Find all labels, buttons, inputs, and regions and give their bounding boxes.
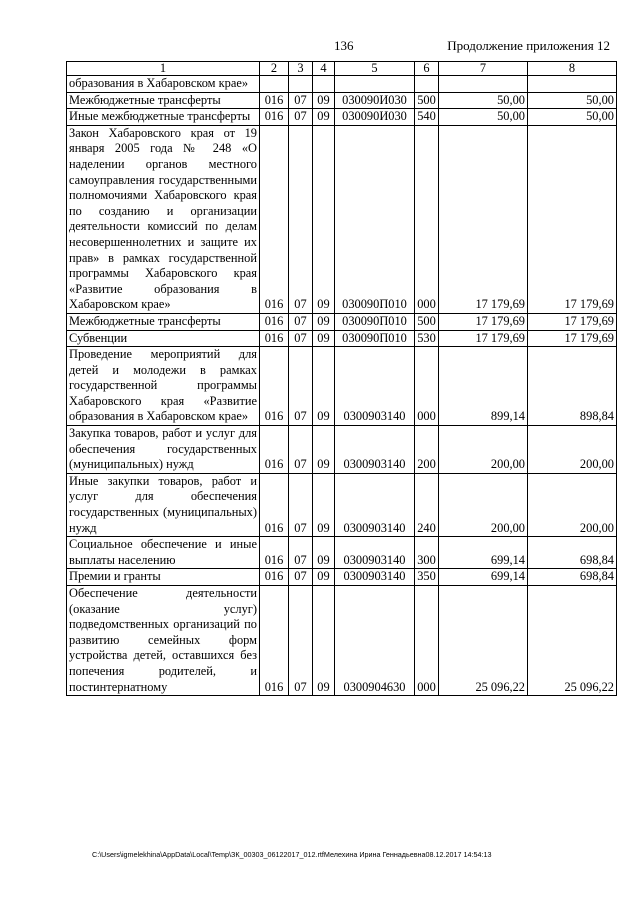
subsection-code: 09 [313,313,335,330]
row-name: Иные межбюджетные трансферты [67,109,260,126]
expense-type-code: 500 [415,313,439,330]
article-code: 030090И030 [335,109,415,126]
column-number: 7 [439,62,528,76]
table-row [67,330,617,347]
amount-year-2: 17 179,69 [528,330,617,347]
row-name: Межбюджетные трансферты [67,92,260,109]
row-name: Закупка товаров, работ и услуг для обеспечения государственных (муниципальных) нужд [67,426,260,474]
row-name: Обеспечение деятельности (оказание услуг) подведомственных организаций по развитию семейных форм устройства детей, оставшихся без попечения родителей, и постинтернатному [67,586,260,696]
ministry-code: 016 [260,313,289,330]
expense-type-code: 500 [415,92,439,109]
amount-year-2: 200,00 [528,426,617,474]
ministry-code: 016 [260,92,289,109]
amount-year-1: 50,00 [439,109,528,126]
subsection-code: 09 [313,347,335,426]
amount-year-1: 50,00 [439,92,528,109]
table-row [67,92,617,109]
expense-type-code: 350 [415,569,439,586]
ministry-code: 016 [260,347,289,426]
amount-year-2: 50,00 [528,109,617,126]
ministry-code: 016 [260,125,289,313]
table-row [67,426,617,474]
subsection-code: 09 [313,473,335,536]
subsection-code: 09 [313,125,335,313]
amount-year-1: 17 179,69 [439,125,528,313]
row-name: Социальное обеспечение и иные выплаты населению [67,537,260,569]
section-code: 07 [289,347,313,426]
subsection-code: 09 [313,426,335,474]
column-number: 5 [335,62,415,76]
amount-year-1: 17 179,69 [439,313,528,330]
budget-table [66,61,617,696]
row-name: Проведение мероприятий для детей и молодежи в рамках государственной программы Хабаровского края «Развитие образования в Хабаровском крае» [67,347,260,426]
amount-year-2: 50,00 [528,92,617,109]
table-body [67,62,617,696]
subsection-code: 09 [313,569,335,586]
table-row [67,586,617,696]
expense-type-code: 000 [415,347,439,426]
amount-year-1: 200,00 [439,426,528,474]
row-name: Субвенции [67,330,260,347]
article-code: 0300903140 [335,473,415,536]
section-code: 07 [289,92,313,109]
amount-year-2: 17 179,69 [528,125,617,313]
amount-year-2: 200,00 [528,473,617,536]
column-number: 1 [67,62,260,76]
subsection-code: 09 [313,586,335,696]
article-code: 0300904630 [335,586,415,696]
amount-year-1: 200,00 [439,473,528,536]
page-number: 136 [334,38,354,53]
article-code: 0300903140 [335,537,415,569]
article-code: 030090П010 [335,330,415,347]
footer-author: Мелехина Ирина Геннадьевна [323,850,426,859]
amount-year-1 [439,76,528,93]
article-code: 030090И030 [335,92,415,109]
expense-type-code: 000 [415,586,439,696]
amount-year-1: 899,14 [439,347,528,426]
table-row [67,313,617,330]
amount-year-1: 17 179,69 [439,330,528,347]
footer-timestamp: 08.12.2017 14:54:13 [425,850,492,859]
article-code: 0300903140 [335,347,415,426]
ministry-code [260,76,289,93]
ministry-code: 016 [260,426,289,474]
column-number: 4 [313,62,335,76]
footer-file-path: C:\Users\igmelekhina\AppData\Local\Temp\ЗК_00303_06122017_012.rtf [92,850,324,859]
expense-type-code: 530 [415,330,439,347]
expense-type-code: 000 [415,125,439,313]
expense-type-code: 200 [415,426,439,474]
expense-type-code: 240 [415,473,439,536]
article-code: 030090П010 [335,125,415,313]
row-name: Иные закупки товаров, работ и услуг для обеспечения государственных (муниципальных) нужд [67,473,260,536]
expense-type-code: 540 [415,109,439,126]
page-header [0,38,640,58]
subsection-code [313,76,335,93]
table-row [67,125,617,313]
row-name: образования в Хабаровском крае» [67,76,260,93]
article-code: 0300903140 [335,569,415,586]
subsection-code: 09 [313,109,335,126]
column-number: 3 [289,62,313,76]
row-name: Премии и гранты [67,569,260,586]
table-row [67,537,617,569]
ministry-code: 016 [260,330,289,347]
amount-year-1: 25 096,22 [439,586,528,696]
table-row [67,76,617,93]
amount-year-1: 699,14 [439,569,528,586]
column-number-row [67,62,617,76]
section-code [289,76,313,93]
amount-year-1: 699,14 [439,537,528,569]
table-row [67,347,617,426]
section-code: 07 [289,537,313,569]
table-row [67,473,617,536]
expense-type-code: 300 [415,537,439,569]
table-row [67,109,617,126]
document-footer [92,850,632,859]
ministry-code: 016 [260,109,289,126]
row-name: Межбюджетные трансферты [67,313,260,330]
amount-year-2: 698,84 [528,569,617,586]
article-code [335,76,415,93]
amount-year-2: 25 096,22 [528,586,617,696]
column-number: 8 [528,62,617,76]
ministry-code: 016 [260,537,289,569]
amount-year-2 [528,76,617,93]
table-row [67,569,617,586]
article-code: 030090П010 [335,313,415,330]
column-number: 6 [415,62,439,76]
section-code: 07 [289,473,313,536]
article-code: 0300903140 [335,426,415,474]
section-code: 07 [289,125,313,313]
section-code: 07 [289,109,313,126]
subsection-code: 09 [313,330,335,347]
amount-year-2: 17 179,69 [528,313,617,330]
subsection-code: 09 [313,92,335,109]
section-code: 07 [289,426,313,474]
section-code: 07 [289,313,313,330]
ministry-code: 016 [260,569,289,586]
subsection-code: 09 [313,537,335,569]
expense-type-code [415,76,439,93]
amount-year-2: 698,84 [528,537,617,569]
appendix-continuation-label: Продолжение приложения 12 [447,38,610,53]
ministry-code: 016 [260,473,289,536]
column-number: 2 [260,62,289,76]
amount-year-2: 898,84 [528,347,617,426]
ministry-code: 016 [260,586,289,696]
section-code: 07 [289,569,313,586]
row-name: Закон Хабаровского края от 19 января 2005 года № 248 «О наделении органов местного самоуправления государственными полномочиями Хабаровского края по созданию и организации деятельности комиссий по делам несовершеннолетних и защите их прав» в рамках государственной программы Хабаровского края «Развитие образования в Хабаровском крае» [67,125,260,313]
section-code: 07 [289,330,313,347]
section-code: 07 [289,586,313,696]
